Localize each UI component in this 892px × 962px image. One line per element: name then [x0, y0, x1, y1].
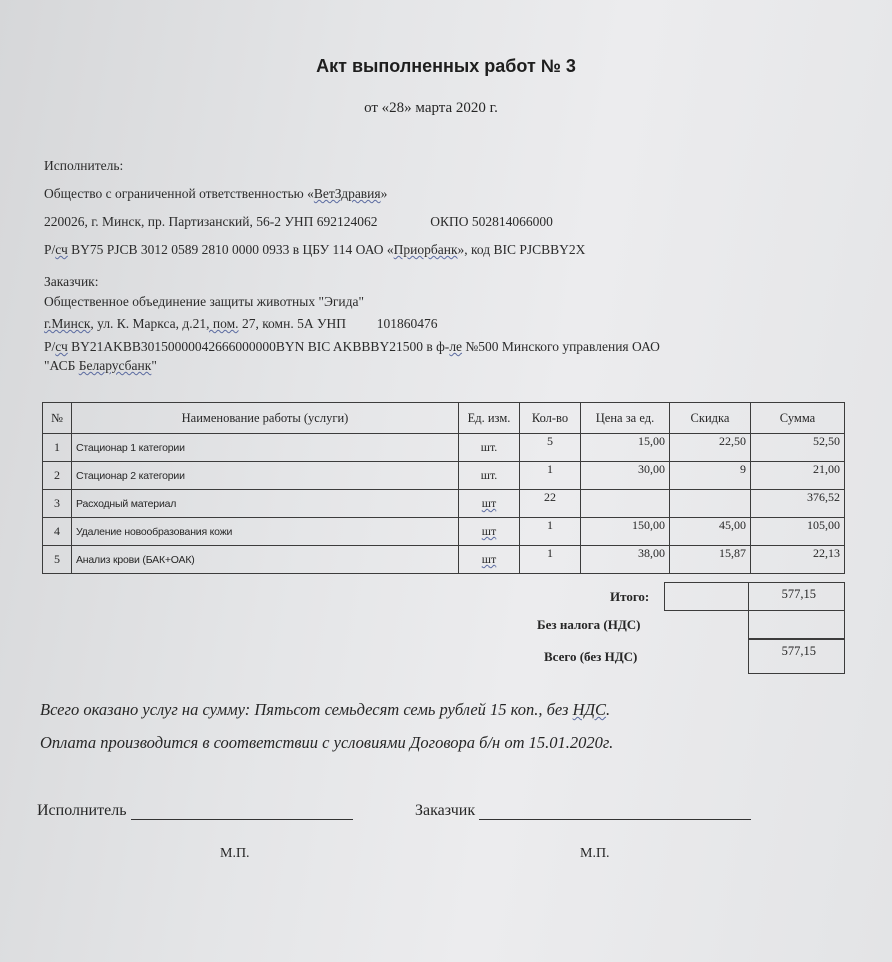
row-sum: 22,13	[751, 546, 845, 574]
customer-city: г.Минск	[44, 316, 91, 331]
row-sum: 376,52	[751, 490, 845, 518]
executor-stamp-place: М.П.	[220, 846, 250, 861]
executor-bank: Приорбанк	[393, 242, 458, 257]
executor-account	[44, 242, 585, 258]
customer-signature	[415, 802, 751, 820]
document-date: от «28» марта 2020 г.	[364, 100, 498, 116]
table-row	[43, 546, 845, 574]
col-header-unit: Ед. изм.	[459, 403, 520, 434]
row-sum: 21,00	[751, 462, 845, 490]
row-price: 150,00	[581, 518, 670, 546]
customer-address	[44, 316, 438, 332]
amount-vat: НДС	[572, 700, 607, 719]
col-header-qty: Кол-во	[520, 403, 581, 434]
customer-bank-prefix: "АСБ	[44, 358, 79, 373]
row-qty: 1	[520, 518, 581, 546]
executor-signature	[37, 802, 353, 820]
col-header-num: №	[43, 403, 72, 434]
row-price	[581, 490, 670, 518]
customer-bank-suffix: "	[151, 358, 157, 373]
row-sum: 52,50	[751, 434, 845, 462]
row-price: 15,00	[581, 434, 670, 462]
row-discount: 45,00	[670, 518, 751, 546]
row-num: 3	[43, 490, 72, 518]
no-vat-value	[748, 611, 845, 639]
customer-account-mid: BY21AKBB30150000042666000000BYN BIC AKBBBY21500 в ф-	[67, 339, 450, 354]
customer-stamp-place: М.П.	[580, 846, 610, 861]
customer-name: Общественное объединение защиты животных "Эгида"	[44, 294, 365, 309]
customer-signature-label: Заказчик	[415, 802, 476, 819]
executor-address-line	[44, 214, 553, 230]
row-num: 4	[43, 518, 72, 546]
row-sum: 105,00	[751, 518, 845, 546]
customer-address-tail: 27, комн. 5А УНП	[238, 316, 347, 331]
row-unit: шт.	[459, 462, 520, 490]
customer-account-tail: №500 Минского управления ОАО	[462, 339, 660, 354]
row-qty: 1	[520, 462, 581, 490]
executor-address: 220026, г. Минск, пр. Партизанский, 56-2 УНП 692124062	[44, 214, 378, 229]
executor-account-prefix: Р/	[44, 242, 56, 257]
no-vat-label: Без налога (НДС)	[537, 617, 641, 632]
row-unit: шт.	[459, 434, 520, 462]
row-unit-text: шт	[481, 524, 497, 538]
customer-account	[44, 339, 660, 355]
table-row	[43, 518, 845, 546]
row-name: Удаление новообразования кожи	[72, 518, 459, 546]
customer-account-le: ле	[449, 339, 463, 354]
customer-account-sch: сч	[55, 339, 68, 354]
row-discount: 22,50	[670, 434, 751, 462]
row-qty: 22	[520, 490, 581, 518]
total-label: Всего (без НДС)	[544, 649, 638, 664]
itogo-discount-cell	[664, 582, 748, 611]
amount-in-words	[40, 700, 610, 720]
row-price: 38,00	[581, 546, 670, 574]
row-name: Расходный материал	[72, 490, 459, 518]
executor-name-suffix: »	[380, 186, 388, 201]
col-header-name: Наименование работы (услуги)	[72, 403, 459, 434]
row-discount: 9	[670, 462, 751, 490]
table-row	[43, 462, 845, 490]
executor-account-suffix: », код BIC PJCBBY2X	[457, 242, 586, 257]
row-unit-text: шт	[481, 496, 497, 510]
col-header-discount: Скидка	[670, 403, 751, 434]
row-unit	[459, 518, 520, 546]
row-discount: 15,87	[670, 546, 751, 574]
table-header-row	[43, 403, 845, 434]
customer-address-pom: , пом.	[206, 316, 239, 331]
items-table	[42, 402, 845, 574]
col-header-sum: Сумма	[751, 403, 845, 434]
row-num: 1	[43, 434, 72, 462]
row-unit	[459, 490, 520, 518]
row-qty: 1	[520, 546, 581, 574]
executor-brand: ВетЗдравия	[313, 186, 381, 201]
itogo-label: Итого:	[610, 589, 650, 604]
row-discount	[670, 490, 751, 518]
row-unit-text: шт	[481, 552, 497, 566]
customer-unp: 101860476	[376, 316, 438, 331]
customer-bank-name: Беларусбанк	[78, 358, 152, 373]
row-qty: 5	[520, 434, 581, 462]
row-price: 30,00	[581, 462, 670, 490]
amount-suffix: .	[606, 700, 611, 719]
row-num: 2	[43, 462, 72, 490]
customer-bank	[44, 358, 157, 374]
total-value: 577,15	[748, 639, 845, 674]
row-name: Стационар 2 категории	[72, 462, 459, 490]
executor-okpo: ОКПО 502814066000	[430, 214, 553, 229]
executor-signature-label: Исполнитель	[37, 802, 127, 819]
itogo-value: 577,15	[748, 582, 845, 611]
row-unit	[459, 546, 520, 574]
amount-words: Всего оказано услуг на сумму: Пятьсот семьдесят семь рублей 15 коп., без	[40, 700, 573, 719]
executor-signature-line	[131, 805, 353, 820]
customer-address-mid: , ул. К. Маркса, д.21	[90, 316, 207, 331]
customer-signature-line	[479, 805, 751, 820]
col-header-price: Цена за ед.	[581, 403, 670, 434]
table-row	[43, 434, 845, 462]
document-title: Акт выполненных работ № 3	[316, 56, 576, 76]
executor-name	[44, 186, 387, 202]
row-name: Анализ крови (БАК+ОАК)	[72, 546, 459, 574]
row-name: Стационар 1 категории	[72, 434, 459, 462]
executor-account-sch: сч	[55, 242, 68, 257]
executor-label: Исполнитель:	[44, 158, 124, 173]
payment-terms: Оплата производится в соответствии с условиями Договора б/н от 15.01.2020г.	[40, 733, 614, 752]
table-row	[43, 490, 845, 518]
executor-account-mid: BY75 PJCB 3012 0589 2810 0000 0933 в ЦБУ 114 ОАО «	[67, 242, 394, 257]
customer-label: Заказчик:	[44, 274, 99, 289]
executor-name-prefix: Общество с ограниченной ответственностью «	[44, 186, 314, 201]
customer-account-prefix: Р/	[44, 339, 56, 354]
row-num: 5	[43, 546, 72, 574]
